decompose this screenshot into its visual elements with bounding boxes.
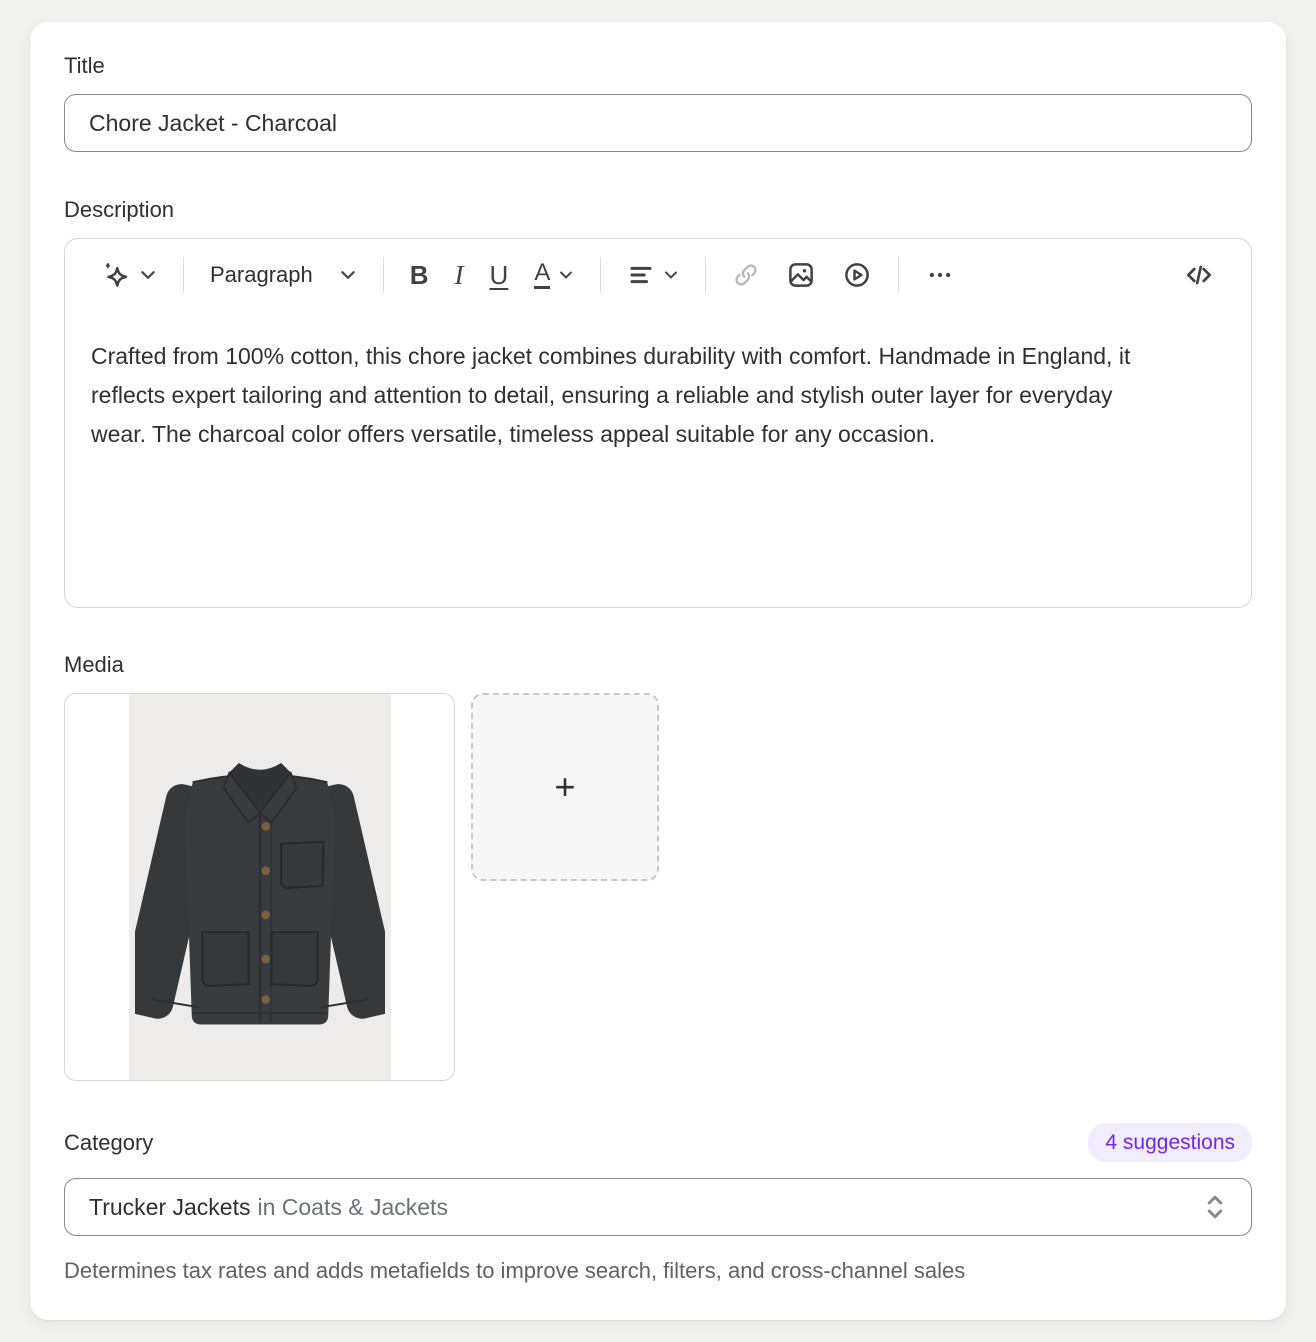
editor-toolbar: [65, 239, 1251, 311]
select-caret-icon: [1203, 1192, 1227, 1222]
more-icon: [925, 260, 955, 290]
insert-video-button[interactable]: [832, 252, 882, 298]
description-text[interactable]: Crafted from 100% cotton, this chore jacket combines durability with comfort. Handmade in England, it reflects expert tailoring and attention to detail, ensuring a reliable and stylish outer layer for everyday wear. The charcoal color offers versatile, timeless appeal suitable for any occasion.: [91, 343, 1131, 447]
product-image: [129, 694, 391, 1080]
title-input[interactable]: [64, 94, 1252, 152]
product-details-card: [30, 22, 1286, 1320]
paragraph-style-label: Paragraph: [210, 262, 313, 287]
show-html-button[interactable]: [1173, 251, 1225, 299]
media-label: Media: [64, 652, 124, 677]
toolbar-divider: [600, 257, 601, 293]
plus-icon: +: [554, 766, 576, 807]
text-align-icon: [627, 261, 655, 289]
category-help-text: Determines tax rates and adds metafields to improve search, filters, and cross-channel sales: [64, 1258, 966, 1283]
rich-text-editor: [64, 238, 1252, 608]
underline-button[interactable]: [480, 253, 519, 297]
bold-icon: B: [409, 260, 429, 290]
title-label: Title: [64, 53, 105, 78]
underline-icon: U: [489, 260, 509, 290]
ai-magic-button[interactable]: [91, 252, 167, 298]
italic-icon: I: [454, 260, 464, 290]
description-label: Description: [64, 197, 175, 222]
category-suggestions-badge[interactable]: 4 suggestions: [1088, 1123, 1252, 1162]
category-value: Trucker Jackets: [89, 1193, 251, 1220]
category-parent-path: in Coats & Jackets: [257, 1193, 448, 1220]
text-align-button[interactable]: [617, 253, 689, 297]
toolbar-divider: [183, 257, 184, 293]
category-header: [64, 1123, 1252, 1162]
chevron-down-icon: [339, 266, 357, 284]
toolbar-divider: [383, 257, 384, 293]
bold-button[interactable]: [400, 253, 439, 297]
insert-image-button[interactable]: [776, 252, 826, 298]
text-color-button[interactable]: [524, 253, 584, 297]
chevron-down-icon: [663, 267, 679, 283]
magic-sparkle-icon: [101, 260, 131, 290]
insert-link-button[interactable]: [722, 253, 770, 297]
chevron-down-icon: [558, 267, 574, 283]
insert-video-icon: [842, 260, 872, 290]
code-icon: [1183, 259, 1215, 291]
chevron-down-icon: [139, 266, 157, 284]
media-thumbnail[interactable]: [64, 693, 455, 1081]
more-options-button[interactable]: [915, 252, 965, 298]
chore-jacket-illustration: [135, 722, 385, 1052]
link-icon: [732, 261, 760, 289]
italic-button[interactable]: [445, 253, 474, 297]
category-select[interactable]: [64, 1178, 1252, 1236]
paragraph-style-dropdown[interactable]: [200, 254, 367, 296]
media-section: [64, 693, 1252, 1081]
toolbar-divider: [705, 257, 706, 293]
toolbar-divider: [898, 257, 899, 293]
text-color-icon: A: [534, 261, 550, 289]
insert-image-icon: [786, 260, 816, 290]
category-label: Category: [64, 1129, 154, 1155]
add-media-button[interactable]: [471, 693, 659, 881]
